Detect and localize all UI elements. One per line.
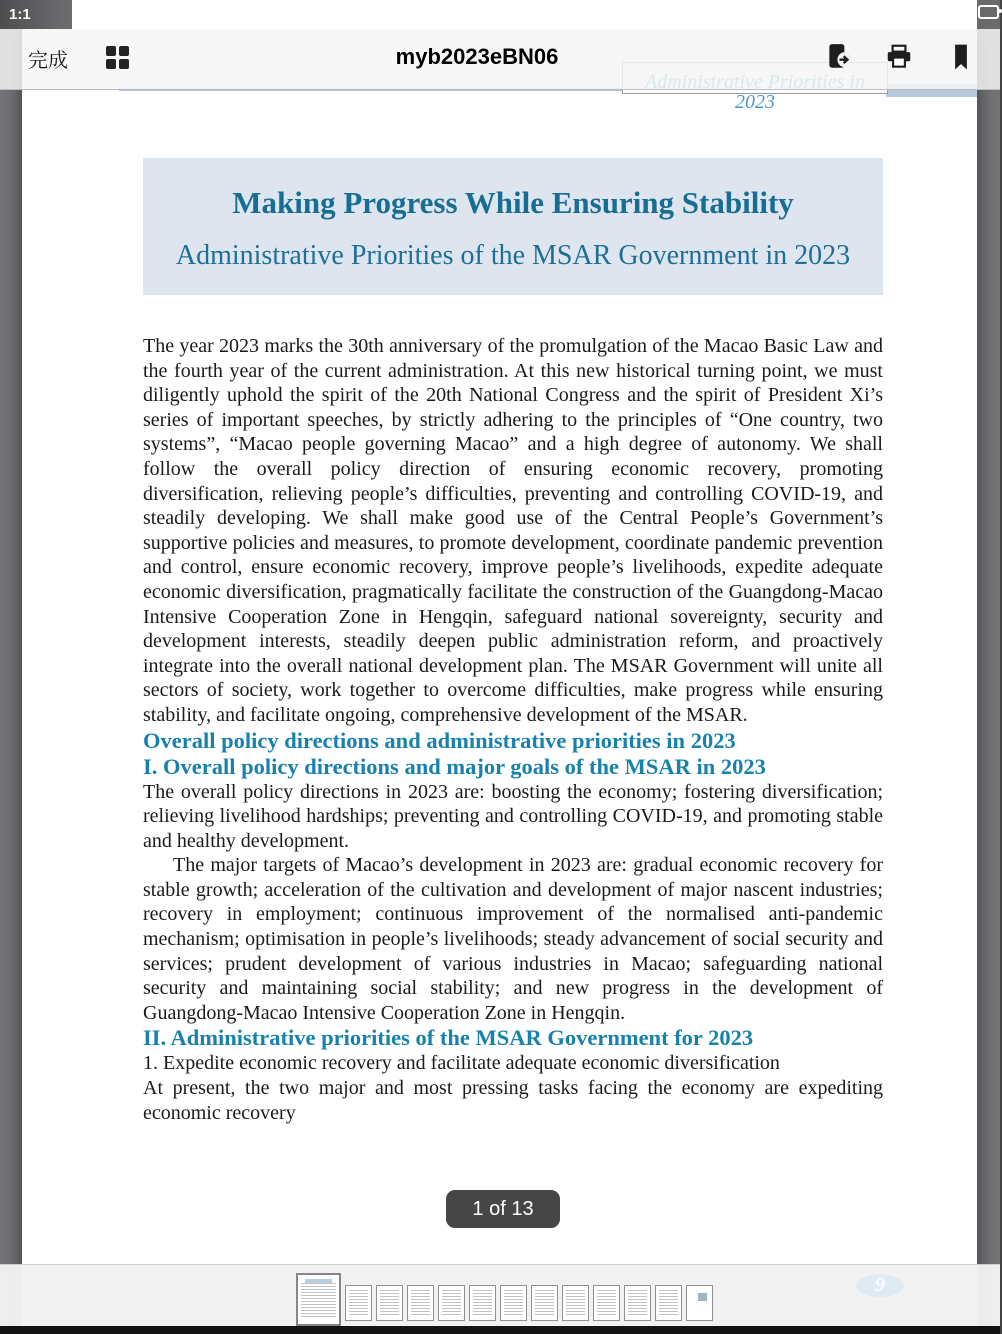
status-battery-block bbox=[977, 0, 1000, 29]
export-button[interactable] bbox=[822, 41, 856, 75]
present-paragraph: At present, the two major and most pressing tasks facing the economy are expediting economic recovery bbox=[143, 1077, 883, 1124]
thumbnail-page-preview bbox=[349, 1290, 368, 1316]
done-button[interactable]: 完成 bbox=[28, 44, 68, 73]
thumbnail-page-1[interactable] bbox=[296, 1273, 341, 1326]
thumbnail-page-preview bbox=[659, 1290, 678, 1316]
document-subtitle: Administrative Priorities of the MSAR Government in 2023 bbox=[175, 240, 851, 271]
thumbnail-page-preview bbox=[690, 1290, 709, 1316]
thumbnail-page-preview bbox=[473, 1290, 492, 1316]
section-heading-2: II. Administrative priorities of the MSAR Government for 2023 bbox=[143, 1025, 754, 1051]
battery-icon bbox=[978, 5, 999, 19]
print-button[interactable] bbox=[882, 41, 916, 75]
thumbnail-bar bbox=[0, 1264, 1000, 1327]
thumbnail-page-preview bbox=[504, 1290, 523, 1316]
page-number-badge: 9 bbox=[856, 1274, 904, 1297]
thumbnail-page-6[interactable] bbox=[469, 1285, 496, 1321]
printer-icon bbox=[884, 42, 914, 72]
thumbnail-page-12[interactable] bbox=[655, 1285, 682, 1321]
document-title: Making Progress While Ensuring Stability bbox=[232, 185, 794, 220]
toolbar bbox=[0, 29, 1000, 90]
grid-icon bbox=[106, 46, 129, 69]
subitem-1-line: 1. Expedite economic recovery and facilitate adequate economic diversification bbox=[143, 1052, 780, 1075]
thumbnail-page-2[interactable] bbox=[345, 1285, 372, 1321]
status-time: 1:1 bbox=[9, 6, 31, 23]
document-filename-title: myb2023eBN06 bbox=[395, 44, 559, 69]
status-bar bbox=[0, 0, 1000, 29]
policy-directions-paragraph: The overall policy directions in 2023 are: boosting the economy; fostering diversification; relieving livelihood hardships; preventing and controlling COVID-19, and promoting stable and healthy development. bbox=[143, 780, 883, 852]
thumbnail-page-3[interactable] bbox=[376, 1285, 403, 1321]
thumbnail-page-preview bbox=[535, 1290, 554, 1316]
thumbnail-page-7[interactable] bbox=[500, 1285, 527, 1321]
thumbnail-page-preview bbox=[411, 1290, 430, 1316]
thumbnail-page-8[interactable] bbox=[531, 1285, 558, 1321]
document-body bbox=[143, 334, 883, 1125]
thumbnail-page-4[interactable] bbox=[407, 1285, 434, 1321]
bookmark-icon bbox=[946, 42, 976, 72]
thumbnail-page-preview bbox=[597, 1290, 616, 1316]
pdf-page[interactable] bbox=[22, 29, 977, 1334]
thumbnail-page-preview bbox=[566, 1290, 585, 1316]
export-icon bbox=[824, 42, 854, 72]
section-heading-1: I. Overall policy directions and major goals of the MSAR in 2023 bbox=[143, 753, 766, 779]
bookmark-button[interactable] bbox=[944, 41, 978, 75]
thumbnail-page-preview bbox=[380, 1290, 399, 1316]
intro-paragraph: The year 2023 marks the 30th anniversary of the promulgation of the Macao Basic Law and the fourth year of the current administration. At this new historical turning point, we must diligently uphold the spirit of the 20th National Congress and the spirit of President Xi’s series of important speeches, by strictly adhering to the principles of “One country, two systems”, “Macao people governing Macao” and a high degree of autonomy. We shall follow the overall policy direction of ensuring economic recovery, promoting diversification, relieving people’s difficulties, preventing and controlling COVID-19, and steadily developing. We shall make good use of the Central People’s Government’s supportive policies and measures, to promote development, coordinate pandemic prevention and control, ensure economic recovery, improve people’s livelihoods, expedite adequate economic diversification, pragmatically facilitate the construction of the Guangdong-Macao Intensive Cooperation Zone in Hengqin, safeguard national sovereignty, security and development interests, steadily deepen public administration reform, and proactively integrate into the overall national development plan. The MSAR Government will unite all sectors of society, work together to overcome difficulties, make progress while ensuring stability, and facilitate ongoing, comprehensive development of the MSAR. bbox=[143, 335, 883, 726]
thumbnail-strip bbox=[296, 1273, 713, 1326]
thumbnail-page-13[interactable] bbox=[686, 1285, 713, 1321]
document-title-block bbox=[143, 158, 883, 295]
section-heading-overall: Overall policy directions and administrative priorities in 2023 bbox=[143, 727, 736, 753]
status-time-block bbox=[0, 0, 72, 29]
page-indicator: 1 of 13 bbox=[446, 1190, 560, 1228]
thumbnail-page-preview bbox=[628, 1290, 647, 1316]
thumbnail-page-preview bbox=[442, 1290, 461, 1316]
thumbnail-grid-button[interactable] bbox=[106, 46, 129, 69]
thumbnail-page-preview bbox=[301, 1283, 336, 1319]
thumbnail-page-10[interactable] bbox=[593, 1285, 620, 1321]
home-indicator[interactable] bbox=[0, 1326, 1000, 1334]
thumbnail-page-5[interactable] bbox=[438, 1285, 465, 1321]
major-targets-paragraph: The major targets of Macao’s development in 2023 are: gradual economic recovery for stable growth; acceleration of the cultivation and development of major nascent industries; recovery in employment; continuous improvement of the normalised anti-pandemic mechanism; optimisation in people’s livelihoods; steady advancement of social security and services; prudent development of various industries in Macao; safeguarding national security and maintaining social stability; and new progress in the development of Guangdong-Macao Intensive Cooperation Zone in Hengqin. bbox=[143, 854, 883, 1024]
thumbnail-page-9[interactable] bbox=[562, 1285, 589, 1321]
running-header-text: 2023 bbox=[735, 91, 775, 113]
thumbnail-page-11[interactable] bbox=[624, 1285, 651, 1321]
